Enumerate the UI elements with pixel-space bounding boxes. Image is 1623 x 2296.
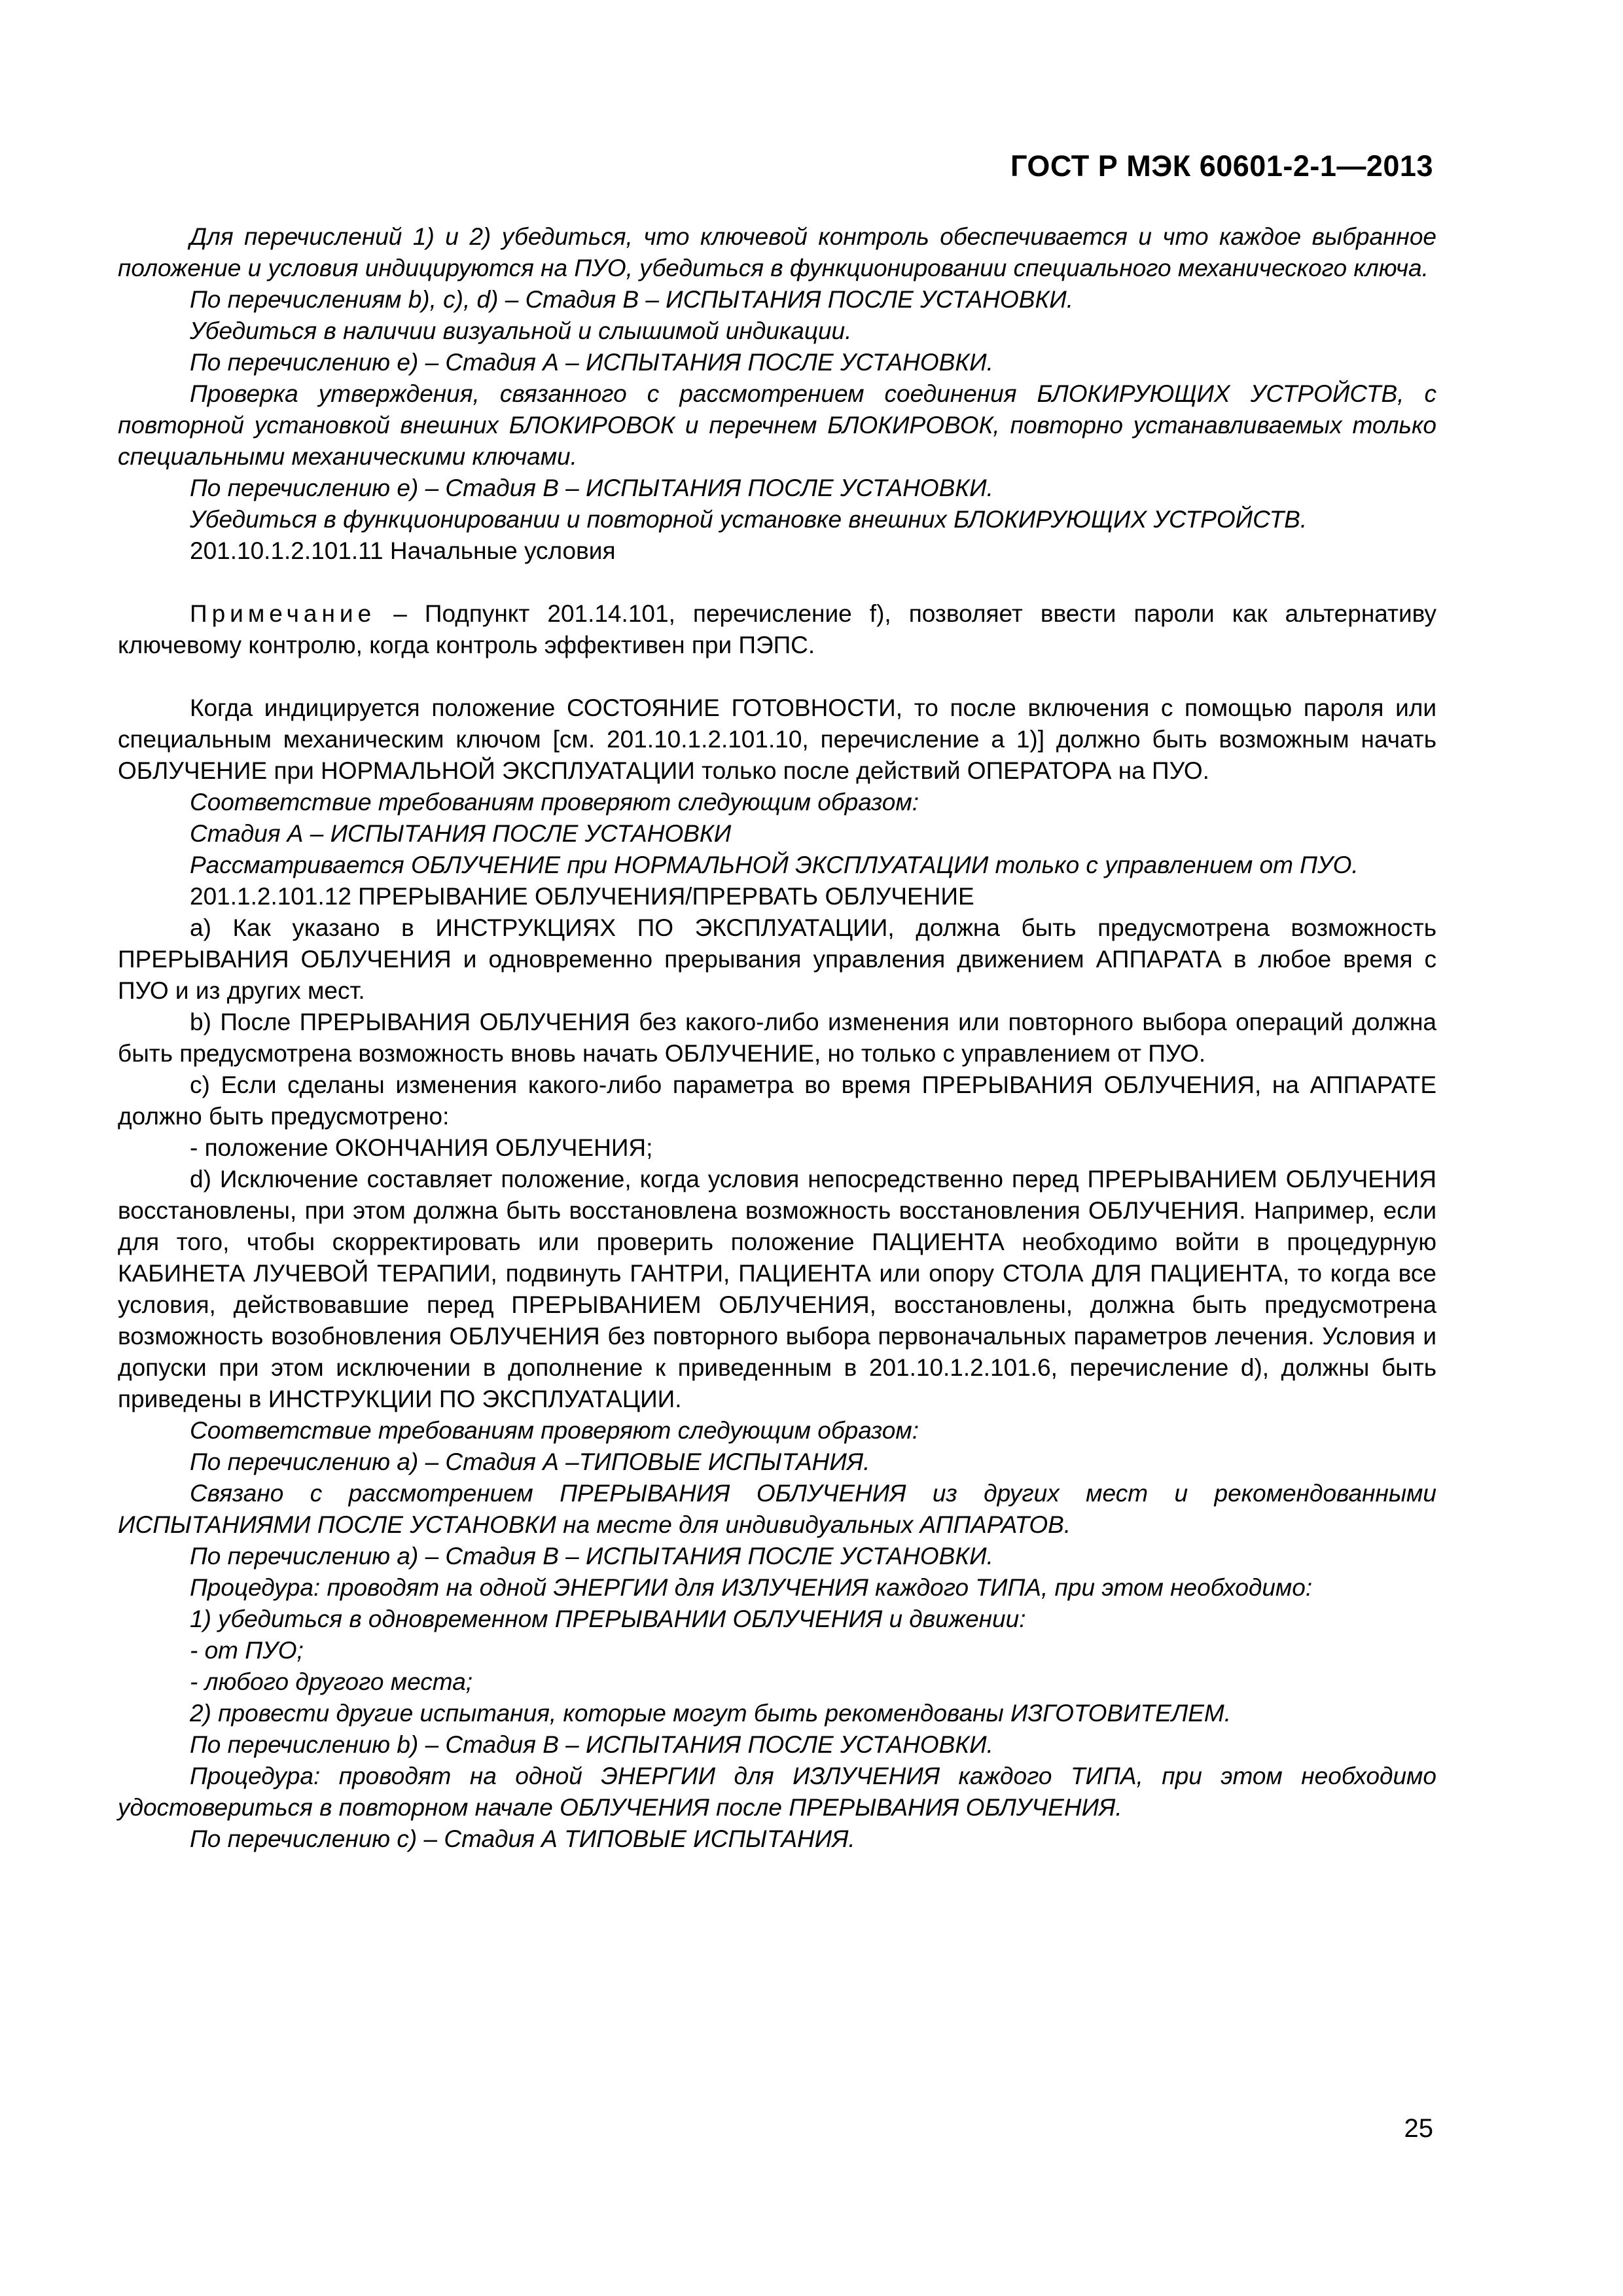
paragraph: 1) убедиться в одновременном ПРЕРЫВАНИИ ОБЛУЧЕНИЯ и движении:: [190, 1605, 1026, 1632]
paragraph: Стадия А – ИСПЫТАНИЯ ПОСЛЕ УСТАНОВКИ: [190, 820, 732, 847]
paragraph: По перечислению c) – Стадия А ТИПОВЫЕ ИСПЫТАНИЯ.: [190, 1825, 855, 1852]
paragraph: По перечислениям b), c), d) – Стадия В – ИСПЫТАНИЯ ПОСЛЕ УСТАНОВКИ.: [190, 286, 1074, 313]
paragraph: Рассматривается ОБЛУЧЕНИЕ при НОРМАЛЬНОЙ ЭКСПЛУАТАЦИИ только с управлением от ПУО.: [190, 852, 1359, 878]
paragraph: - любого другого места;: [190, 1668, 473, 1695]
paragraph: Процедура: проводят на одной ЭНЕРГИИ для ИЗЛУЧЕНИЯ каждого ТИПА, при этом необходимо удостовериться в повторном начале ОБЛУЧЕНИЯ после ПРЕРЫВАНИЯ ОБЛУЧЕНИЯ.: [118, 1763, 1436, 1821]
paragraph: По перечислению e) – Стадия В – ИСПЫТАНИЯ ПОСЛЕ УСТАНОВКИ.: [190, 475, 993, 501]
paragraph: По перечислению а) – Стадия В – ИСПЫТАНИЯ ПОСЛЕ УСТАНОВКИ.: [190, 1543, 993, 1570]
paragraph: c) Если сделаны изменения какого-либо параметра во время ПРЕРЫВАНИЯ ОБЛУЧЕНИЯ, на АППАРАТЕ должно быть предусмотрено:: [118, 1071, 1436, 1130]
paragraph: Процедура: проводят на одной ЭНЕРГИИ для ИЗЛУЧЕНИЯ каждого ТИПА, при этом необходимо:: [190, 1574, 1313, 1601]
note: [118, 598, 1436, 661]
paragraph: - положение ОКОНЧАНИЯ ОБЛУЧЕНИЯ;: [190, 1134, 653, 1161]
paragraph: Когда индицируется положение СОСТОЯНИЕ ГОТОВНОСТИ, то после включения с помощью пароля или специальным механическим ключом [см. 201.10.1.2.101.10, перечисление а 1)] должно быть возможным начать ОБЛУЧЕНИЕ при НОРМАЛЬНОЙ ЭКСПЛУАТАЦИИ только после действий ОПЕРАТОРА на ПУО.: [118, 694, 1436, 784]
section-heading: 201.10.1.2.101.11 Начальные условия: [190, 537, 616, 564]
paragraph: Соответствие требованиям проверяют следующим образом:: [190, 1417, 919, 1444]
paragraph: d) Исключение составляет положение, когда условия непосредственно перед ПРЕРЫВАНИЕМ ОБЛУЧЕНИЯ восстановлены, при этом должна быть восстановлена возможность восстановления ОБЛУЧЕНИЯ. Например, если для того, чтобы скорректировать или проверить положение ПАЦИЕНТА необходимо войти в процедурную КАБИНЕТА ЛУЧЕВОЙ ТЕРАПИИ, подвинуть ГАНТРИ, ПАЦИЕНТА или опору СТОЛА ДЛЯ ПАЦИЕНТА, то когда все условия, действовавшие перед ПРЕРЫВАНИЕМ ОБЛУЧЕНИЯ, восстановлены, должна быть предусмотрена возможность возобновления ОБЛУЧЕНИЯ без повторного выбора первоначальных параметров лечения. Условия и допуски при этом исключении в дополнение к приведенным в 201.10.1.2.101.6, перечисление d), должны быть приведены в ИНСТРУКЦИИ ПО ЭКСПЛУАТАЦИИ.: [118, 1166, 1436, 1412]
paragraph: Убедиться в функционировании и повторной установке внешних БЛОКИРУЮЩИХ УСТРОЙСТВ.: [190, 506, 1308, 533]
paragraph: а) Как указано в ИНСТРУКЦИЯХ ПО ЭКСПЛУАТАЦИИ, должна быть предусмотрена возможность ПРЕРЫВАНИЯ ОБЛУЧЕНИЯ и одновременно прерывания управления движением АППАРАТА в любое время с ПУО и из других мест.: [118, 914, 1436, 1004]
section-heading: 201.1.2.101.12 ПРЕРЫВАНИЕ ОБЛУЧЕНИЯ/ПРЕРВАТЬ ОБЛУЧЕНИЕ: [190, 883, 974, 910]
page-number: 25: [1404, 2114, 1433, 2143]
paragraph: Соответствие требованиям проверяют следующим образом:: [190, 789, 919, 816]
note-label: Примечание: [190, 600, 376, 627]
note-text: – Подпункт 201.14.101, перечисление f), позволяет ввести пароли как альтернативу ключевому контролю, когда контроль эффективен при ПЭПС.: [118, 600, 1436, 658]
paragraph: Связано с рассмотрением ПРЕРЫВАНИЯ ОБЛУЧЕНИЯ из других мест и рекомендованными ИСПЫТАНИЯМИ ПОСЛЕ УСТАНОВКИ на месте для индивидуальных АППАРАТОВ.: [118, 1480, 1436, 1538]
paragraph: По перечислению а) – Стадия А –ТИПОВЫЕ ИСПЫТАНИЯ.: [190, 1448, 870, 1475]
paragraph: По перечислению e) – Стадия А – ИСПЫТАНИЯ ПОСЛЕ УСТАНОВКИ.: [190, 349, 993, 376]
paragraph: Проверка утверждения, связанного с рассмотрением соединения БЛОКИРУЮЩИХ УСТРОЙСТВ, с повторной установкой внешних БЛОКИРОВОК и перечнем БЛОКИРОВОК, повторно устанавливаемых только специальными механическими ключами.: [118, 380, 1436, 470]
paragraph: b) После ПРЕРЫВАНИЯ ОБЛУЧЕНИЯ без какого-либо изменения или повторного выбора операций должна быть предусмотрена возможность вновь начать ОБЛУЧЕНИЕ, но только с управлением от ПУО.: [118, 1009, 1436, 1067]
paragraph: - от ПУО;: [190, 1637, 304, 1664]
paragraph: Для перечислений 1) и 2) убедиться, что ключевой контроль обеспечивается и что каждое выбранное положение и условия индицируются на ПУО, убедиться в функционировании специального механического ключа.: [118, 223, 1436, 281]
document-body: [118, 221, 1436, 1855]
paragraph: 2) провести другие испытания, которые могут быть рекомендованы ИЗГОТОВИТЕЛЕМ.: [190, 1700, 1231, 1727]
paragraph: Убедиться в наличии визуальной и слышимой индикации.: [190, 317, 852, 344]
paragraph: По перечислению b) – Стадия В – ИСПЫТАНИЯ ПОСЛЕ УСТАНОВКИ.: [190, 1731, 993, 1758]
standard-header: ГОСТ Р МЭК 60601-2-1—2013: [1010, 149, 1433, 183]
